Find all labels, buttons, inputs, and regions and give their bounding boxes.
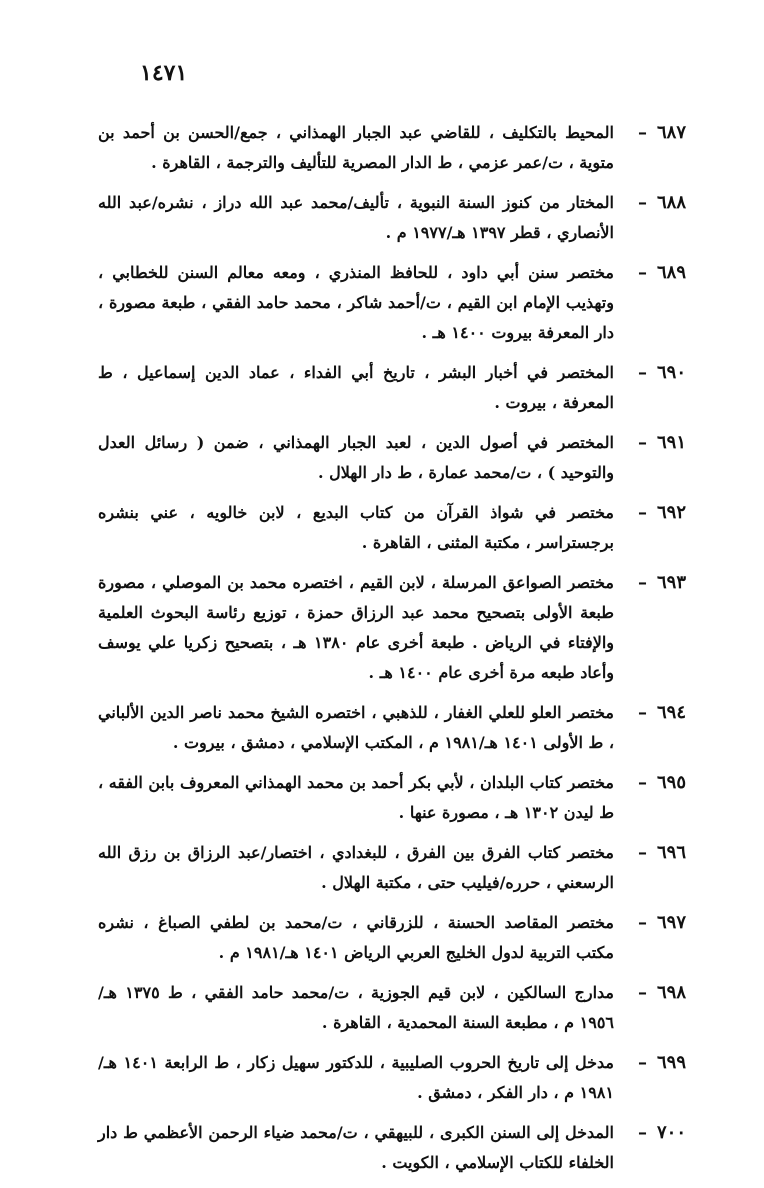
entry-text: مختصر في شواذ القرآن من كتاب البديع ، لابن خالويه ، عني بنشره برجستراسر ، مكتبة المثنى ، القاهرة . [98,503,614,552]
entry-dash: – [637,502,647,523]
entry-number: ٦٩٧ [656,912,686,933]
bibliography-entry [98,1048,686,1108]
bibliography-entry [98,838,686,898]
entry-dash: – [637,982,647,1003]
entry-text: مختصر كتاب الفرق بين الفرق ، للبغدادي ، اختصار/عبد الرزاق بن رزق الله الرسعني ، حرره/فيليب حتى ، مكتبة الهلال . [98,843,614,892]
entry-number: ٦٩١ [656,432,686,453]
entry-text: المختصر في أخبار البشر ، تاريخ أبي الفداء ، عماد الدين إسماعيل ، ط المعرفة ، بيروت . [98,363,614,412]
entry-number: ٦٨٩ [656,262,686,283]
entry-text: المختار من كنوز السنة النبوية ، تأليف/محمد عبد الله دراز ، نشره/عبد الله الأنصاري ، قطر ١٣٩٧ هـ/١٩٧٧ م . [98,193,614,242]
bibliography-entry [98,358,686,418]
bibliography-entry [98,1118,686,1178]
entry-dash: – [637,122,647,143]
entry-text: مختصر المقاصد الحسنة ، للزرقاني ، ت/محمد بن لطفي الصباغ ، نشره مكتب التربية لدول الخليج العربي الرياض ١٤٠١ هـ/١٩٨١ م . [98,913,614,962]
entry-dash: – [637,572,647,593]
entry-text: المدخل إلى السنن الكبرى ، للبيهقي ، ت/محمد ضياء الرحمن الأعظمي ط دار الخلفاء للكتاب الإسلامي ، الكويت . [98,1123,614,1172]
entry-dash: – [637,192,647,213]
entry-dash: – [637,362,647,383]
entry-number: ٦٨٧ [656,122,686,143]
entry-text: مختصر كتاب البلدان ، لأبي بكر أحمد بن محمد الهمذاني المعروف بابن الفقه ، ط ليدن ١٣٠٢ هـ ، مصورة عنها . [98,773,615,822]
entry-text: مدارج السالكين ، لابن قيم الجوزية ، ت/محمد حامد الفقي ، ط ١٣٧٥ هـ/ ١٩٥٦ م ، مطبعة السنة المحمدية ، القاهرة . [98,983,615,1032]
entry-text: المحيط بالتكليف ، للقاضي عبد الجبار الهمذاني ، جمع/الحسن بن أحمد بن متوية ، ت/عمر عزمي ، ط الدار المصرية للتأليف والترجمة ، القاهرة . [98,123,614,172]
bibliography-entry [98,908,686,968]
entry-dash: – [637,1122,647,1143]
bibliography-entry [98,258,686,348]
entry-dash: – [637,842,647,863]
entry-text: المختصر في أصول الدين ، لعبد الجبار الهمذاني ، ضمن ( رسائل العدل والتوحيد ) ، ت/محمد عمارة ، ط دار الهلال . [98,433,614,482]
entry-dash: – [637,772,647,793]
entry-dash: – [637,702,647,723]
bibliography-entry [98,768,686,828]
entry-number: ٧٠٠ [656,1122,686,1143]
entry-number: ٦٩٩ [656,1052,686,1073]
entry-number: ٦٩٠ [656,362,686,383]
entry-text: مختصر العلو للعلي الغفار ، للذهبي ، اختصره الشيخ محمد ناصر الدين الألباني ، ط الأولى ١٤٠١ هـ/١٩٨١ م ، المكتب الإسلامي ، دمشق ، بيروت . [98,703,614,752]
page-number: ١٤٧١ [140,60,188,86]
bibliography-entry [98,698,686,758]
entry-dash: – [637,432,647,453]
entry-number: ٦٩٦ [656,842,686,863]
entry-text: مختصر الصواعق المرسلة ، لابن القيم ، اختصره محمد بن الموصلي ، مصورة طبعة الأولى بتصحيح محمد عبد الرزاق حمزة ، توزيع رئاسة البحوث العلمية والإفتاء في الرياض . طبعة أخرى عام ١٣٨٠ هـ ، بتصحيح زكريا علي يوسف وأعاد طبعه مرة أخرى عام ١٤٠٠ هـ . [98,573,615,682]
bibliography-list [98,118,686,1188]
bibliography-entry [98,188,686,248]
entry-text: مختصر سنن أبي داود ، للحافظ المنذري ، ومعه معالم السنن للخطابي ، وتهذيب الإمام ابن القيم ، ت/أحمد شاكر ، محمد حامد الفقي ، طبعة مصورة ، دار المعرفة بيروت ١٤٠٠ هـ . [98,263,614,342]
entry-dash: – [637,912,647,933]
entry-number: ٦٩٢ [656,502,686,523]
entry-number: ٦٨٨ [656,192,686,213]
bibliography-entry [98,428,686,488]
entry-text: مدخل إلى تاريخ الحروب الصليبية ، للدكتور سهيل زكار ، ط الرابعة ١٤٠١ هـ/ ١٩٨١ م ، دار الفكر ، دمشق . [98,1053,614,1102]
bibliography-entry [98,118,686,178]
entry-number: ٦٩٤ [656,702,686,723]
entry-dash: – [637,262,647,283]
entry-number: ٦٩٥ [656,772,686,793]
entry-dash: – [637,1052,647,1073]
entry-number: ٦٩٣ [656,572,686,593]
bibliography-entry [98,978,686,1038]
bibliography-entry [98,568,686,688]
entry-number: ٦٩٨ [656,982,686,1003]
bibliography-entry [98,498,686,558]
